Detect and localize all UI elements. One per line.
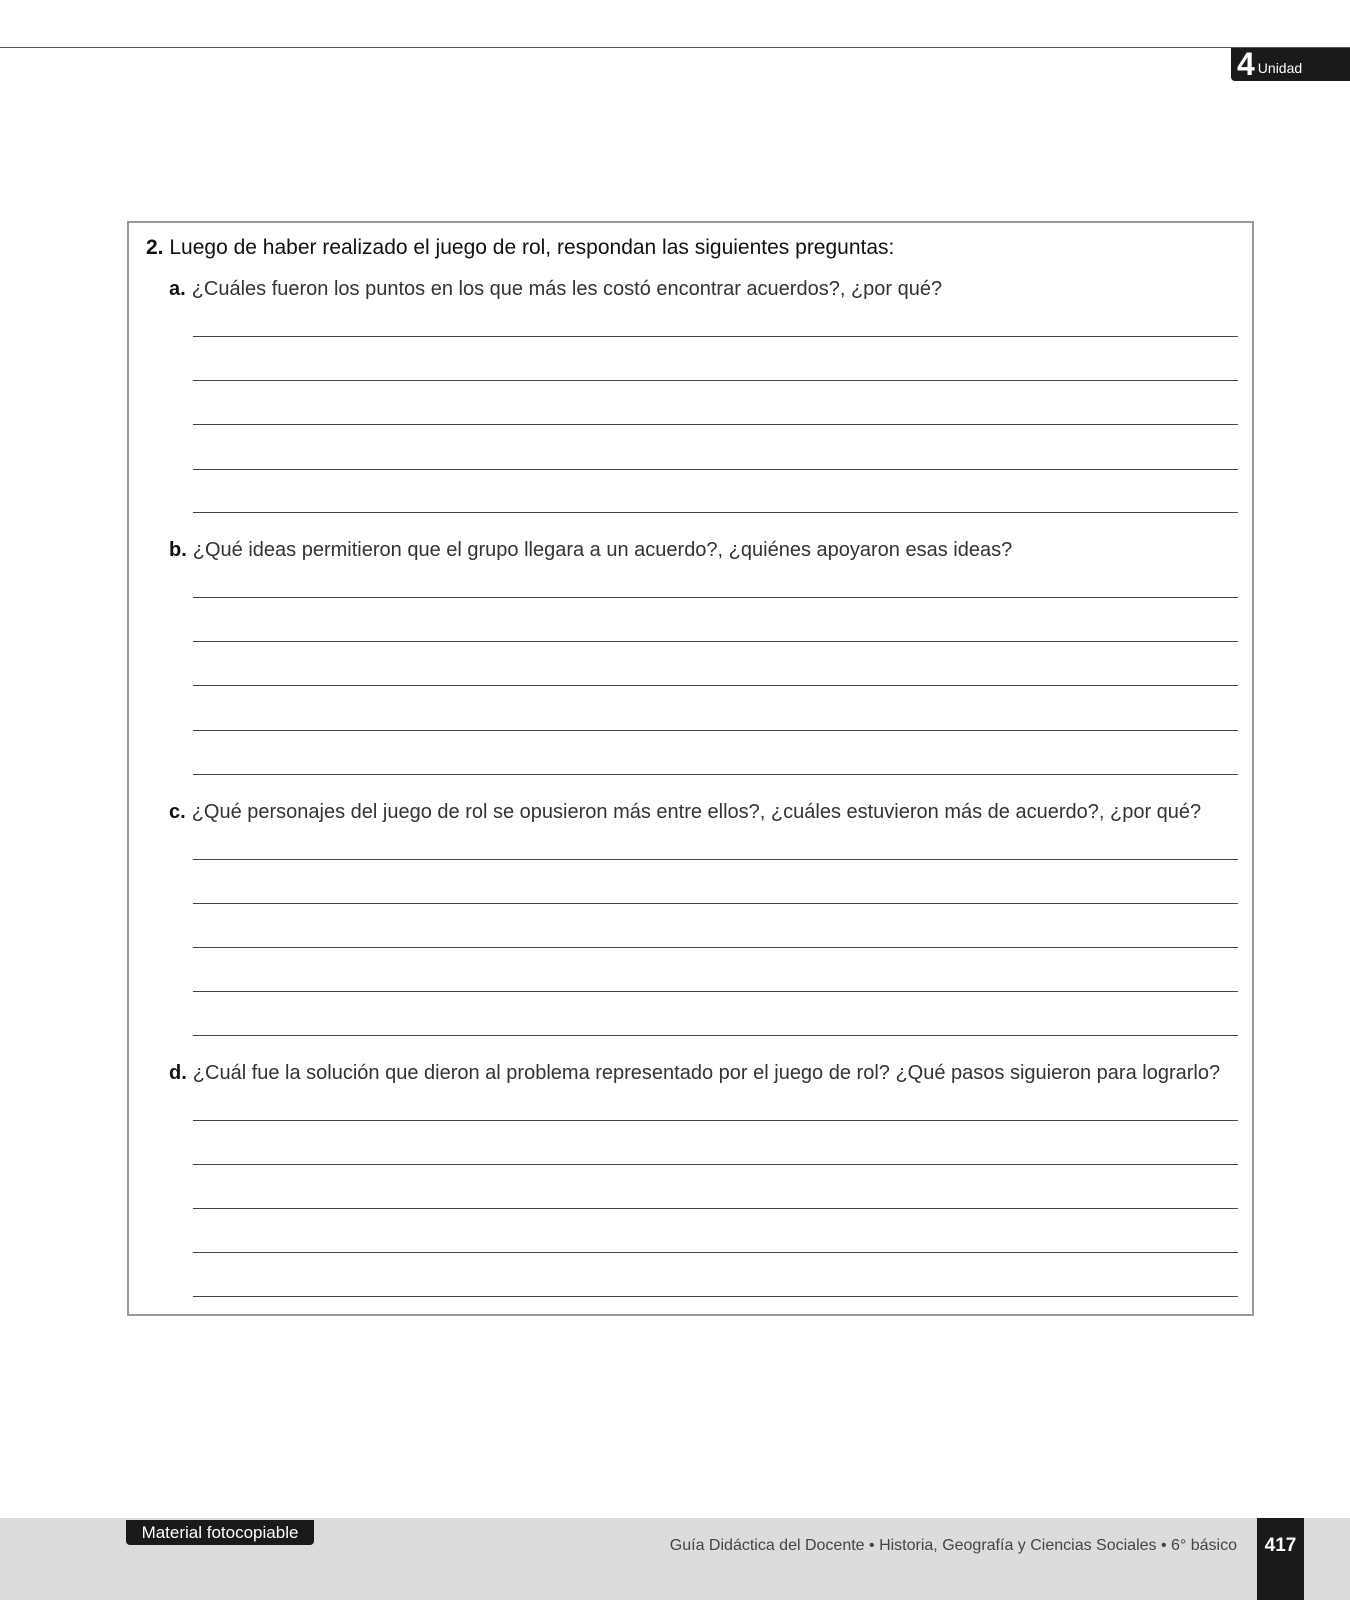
activity-prompt <box>146 236 894 260</box>
answer-line-c5[interactable] <box>193 1035 1238 1036</box>
question-text: ¿Cuál fue la solución que dieron al problema representado por el juego de rol? ¿Qué pasos siguieron para lograrlo? <box>192 1062 1221 1084</box>
activity-box <box>127 221 1254 1316</box>
answer-line-b3[interactable] <box>193 685 1238 686</box>
answer-line-d4[interactable] <box>193 1252 1238 1253</box>
page-number: 417 <box>1257 1518 1304 1600</box>
answer-line-d3[interactable] <box>193 1208 1238 1209</box>
answer-line-d2[interactable] <box>193 1164 1238 1165</box>
question-letter: d. <box>169 1062 187 1084</box>
prompt-number: 2. <box>146 236 164 259</box>
question-b <box>169 539 1012 562</box>
prompt-text: Luego de haber realizado el juego de rol, respondan las siguientes preguntas: <box>169 236 895 259</box>
question-c <box>169 801 1201 824</box>
photocopy-badge: Material fotocopiable <box>126 1520 314 1545</box>
unit-tab <box>1231 48 1350 81</box>
question-a <box>169 278 942 301</box>
answer-line-c1[interactable] <box>193 859 1238 860</box>
answer-line-a4[interactable] <box>193 469 1238 470</box>
question-text: ¿Qué personajes del juego de rol se opusieron más entre ellos?, ¿cuáles estuvieron más de acuerdo?, ¿por qué? <box>191 801 1202 823</box>
unit-number: 4 <box>1237 46 1255 82</box>
question-letter: a. <box>169 278 186 300</box>
answer-line-b4[interactable] <box>193 730 1238 731</box>
answer-line-b5[interactable] <box>193 774 1238 775</box>
answer-line-a1[interactable] <box>193 336 1238 337</box>
answer-line-c2[interactable] <box>193 903 1238 904</box>
footer-book-title: Guía Didáctica del Docente • Historia, Geografía y Ciencias Sociales • 6° básico <box>669 1537 1237 1554</box>
answer-line-b2[interactable] <box>193 641 1238 642</box>
answer-line-c3[interactable] <box>193 947 1238 948</box>
answer-line-c4[interactable] <box>193 991 1238 992</box>
answer-line-a5[interactable] <box>193 512 1238 513</box>
header-rule <box>0 47 1350 48</box>
question-letter: c. <box>169 801 186 823</box>
answer-line-a3[interactable] <box>193 424 1238 425</box>
question-text: ¿Qué ideas permitieron que el grupo llegara a un acuerdo?, ¿quiénes apoyaron esas ideas? <box>192 539 1013 561</box>
answer-line-d1[interactable] <box>193 1120 1238 1121</box>
answer-line-a2[interactable] <box>193 380 1238 381</box>
answer-line-d5[interactable] <box>193 1296 1238 1297</box>
question-d <box>169 1062 1220 1085</box>
question-letter: b. <box>169 539 187 561</box>
unit-label: Unidad <box>1257 59 1303 76</box>
question-text: ¿Cuáles fueron los puntos en los que más les costó encontrar acuerdos?, ¿por qué? <box>191 278 943 300</box>
answer-line-b1[interactable] <box>193 597 1238 598</box>
